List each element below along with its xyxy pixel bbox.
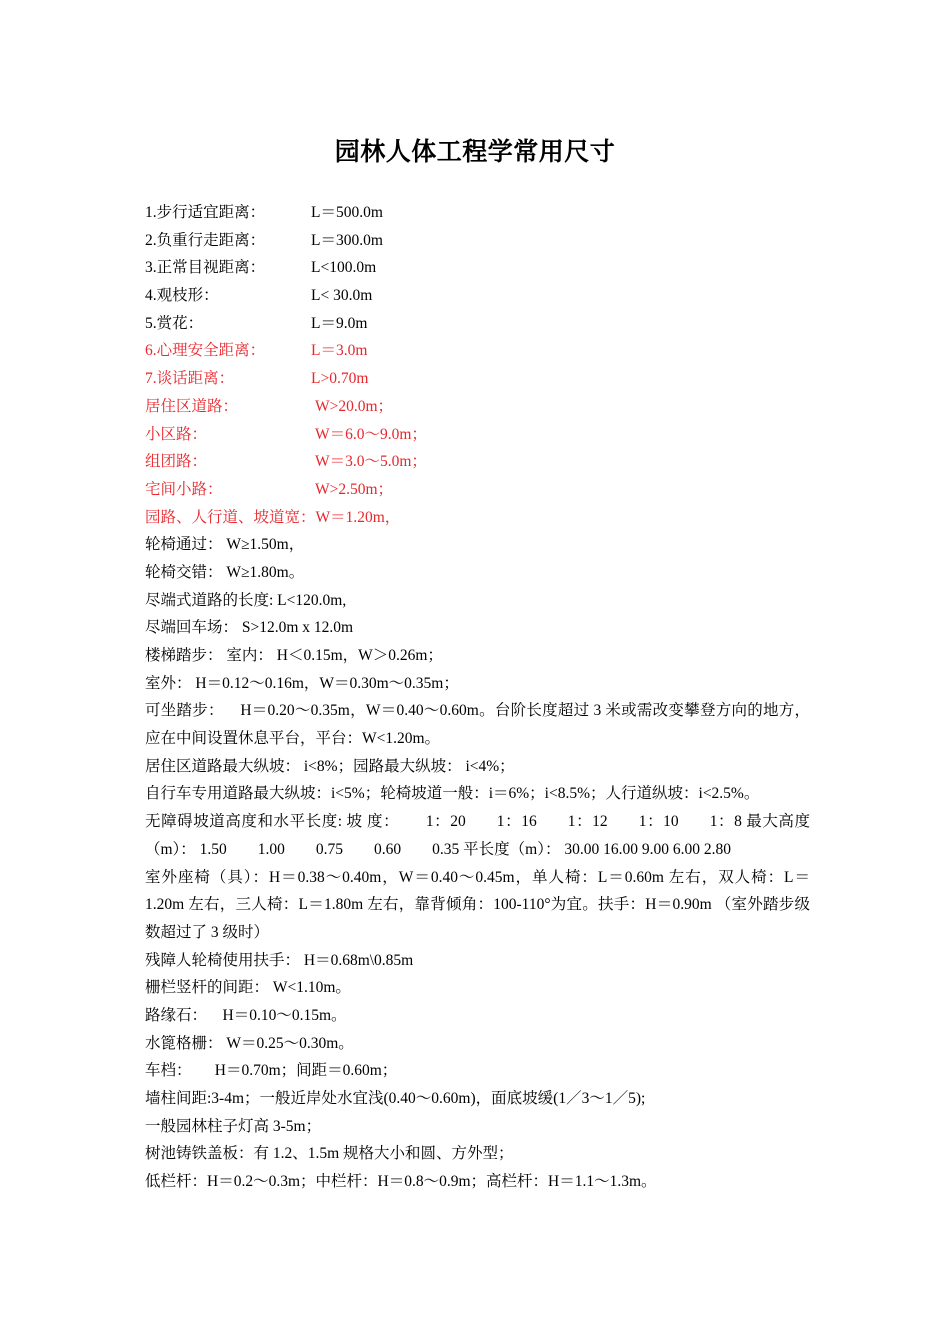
item-label: 6.心理安全距离： [145, 342, 266, 360]
list-item-highlighted [145, 365, 810, 393]
text-line: 尽端回车场： S>12.0m x 12.0m [145, 619, 354, 637]
item-label: 2.负重行走距离： [145, 231, 266, 249]
item-value: L＝9.0m [311, 314, 368, 332]
list-item-highlighted [145, 393, 810, 421]
text-line: 水篦格栅： W＝0.25～0.30m。 [145, 1034, 354, 1052]
item-value: L＝500.0m [311, 204, 383, 221]
text-line: 居住区道路最大纵坡： i<8%；园路最大纵坡： i<4%； [145, 757, 515, 775]
text-line: 自行车专用道路最大纵坡：i<5%；轮椅坡道一般：i＝6%；i<8.5%；人行道纵坡：i<2.5%。 [145, 785, 760, 803]
text-line: 尽端式道路的长度: L<120.0m, [145, 591, 347, 609]
item-value: W>20.0m； [315, 397, 394, 415]
item-label: 7.谈话距离： [145, 370, 235, 388]
text-line: 车档： H＝0.70m；间距＝0.60m； [145, 1062, 398, 1080]
item-label: 1.步行适宜距离： [145, 204, 266, 221]
text-line: 低栏杆：H＝0.2～0.3m；中栏杆：H＝0.8～0.9m；高栏杆：H＝1.1～1.3m。 [145, 1173, 657, 1191]
text-line: 轮椅交错： W≥1.80m。 [145, 563, 305, 581]
text-line: 一般园林柱子灯高 3-5m； [145, 1117, 322, 1135]
paragraph-accessible-ramp: 无障碍坡道高度和水平长度: 坡 度： 1：20 1：16 1：12 1：10 1：8 最大高度（m）： 1.50 1.00 0.75 0.60 0.35 平长度（m）： 30.00 16.00 9.00 6.00 2.80 [145, 813, 810, 858]
item-label: 居住区道路： [145, 397, 239, 415]
list-item [145, 282, 810, 310]
text-line-highlighted: 园路、人行道、坡道宽：W＝1.20m， [145, 508, 401, 526]
document-body [145, 199, 810, 1196]
text-line: 残障人轮椅使用扶手： H＝0.68m\0.85m [145, 951, 414, 969]
item-label: 组团路： [145, 453, 208, 471]
item-value: L＝300.0m [311, 231, 383, 249]
item-value: L<100.0m [311, 259, 377, 277]
list-item [145, 199, 810, 227]
item-value: L＝3.0m [311, 342, 368, 360]
page-title: 园林人体工程学常用尺寸 [334, 137, 616, 166]
text-line: 楼梯踏步： 室内： H＜0.15m，W＞0.26m； [145, 647, 443, 664]
text-line: 墙柱间距:3-4m；一般近岸处水宜浅(0.40～0.60m)，面底坡缓(1／3～1／5); [145, 1090, 646, 1108]
item-label: 小区路： [145, 425, 208, 443]
text-line: 轮椅通过： W≥1.50m， [145, 536, 305, 554]
list-item [145, 254, 810, 282]
text-line: 路缘石： H＝0.10～0.15m。 [145, 1007, 347, 1025]
paragraph-seat-steps: 可坐踏步： H＝0.20～0.35m，W＝0.40～0.60m。台阶长度超过 3 米或需改变攀登方向的地方，应在中间设置休息平台，平台：W<1.20m。 [145, 702, 810, 748]
item-label: 3.正常目视距离： [145, 259, 266, 277]
text-line: 室外： H＝0.12～0.16m，W＝0.30m～0.35m； [145, 674, 459, 692]
item-label: 5.赏花： [145, 314, 204, 332]
item-value: L>0.70m [311, 370, 369, 388]
item-value: W>2.50m； [315, 480, 394, 498]
text-line: 树池铸铁盖板：有 1.2、1.5m 规格大小和圆、方外型； [145, 1145, 514, 1163]
list-item-highlighted [145, 421, 810, 449]
text-line: 栅栏竖杆的间距： W<1.10m。 [145, 979, 351, 997]
item-label: 宅间小路： [145, 480, 223, 498]
item-value: W＝6.0～9.0m； [315, 425, 427, 443]
list-item [145, 227, 810, 255]
paragraph-outdoor-seat: 室外座椅（具）：H＝0.38～0.40m，W＝0.40～0.45m，单人椅：L＝0.60m 左右，双人椅：L＝1.20m 左右，三人椅：L＝1.80m 左右，靠背倾角：100-110°为宜。扶手：H＝0.90m （室外踏步级数超过了 3 级时） [145, 868, 810, 941]
list-item [145, 310, 810, 338]
item-label: 4.观枝形： [145, 287, 219, 305]
item-value: W＝3.0～5.0m； [315, 453, 427, 471]
list-item-highlighted [145, 476, 810, 504]
list-item-highlighted [145, 448, 810, 476]
list-item-highlighted [145, 337, 810, 365]
item-value: L< 30.0m [311, 287, 373, 305]
